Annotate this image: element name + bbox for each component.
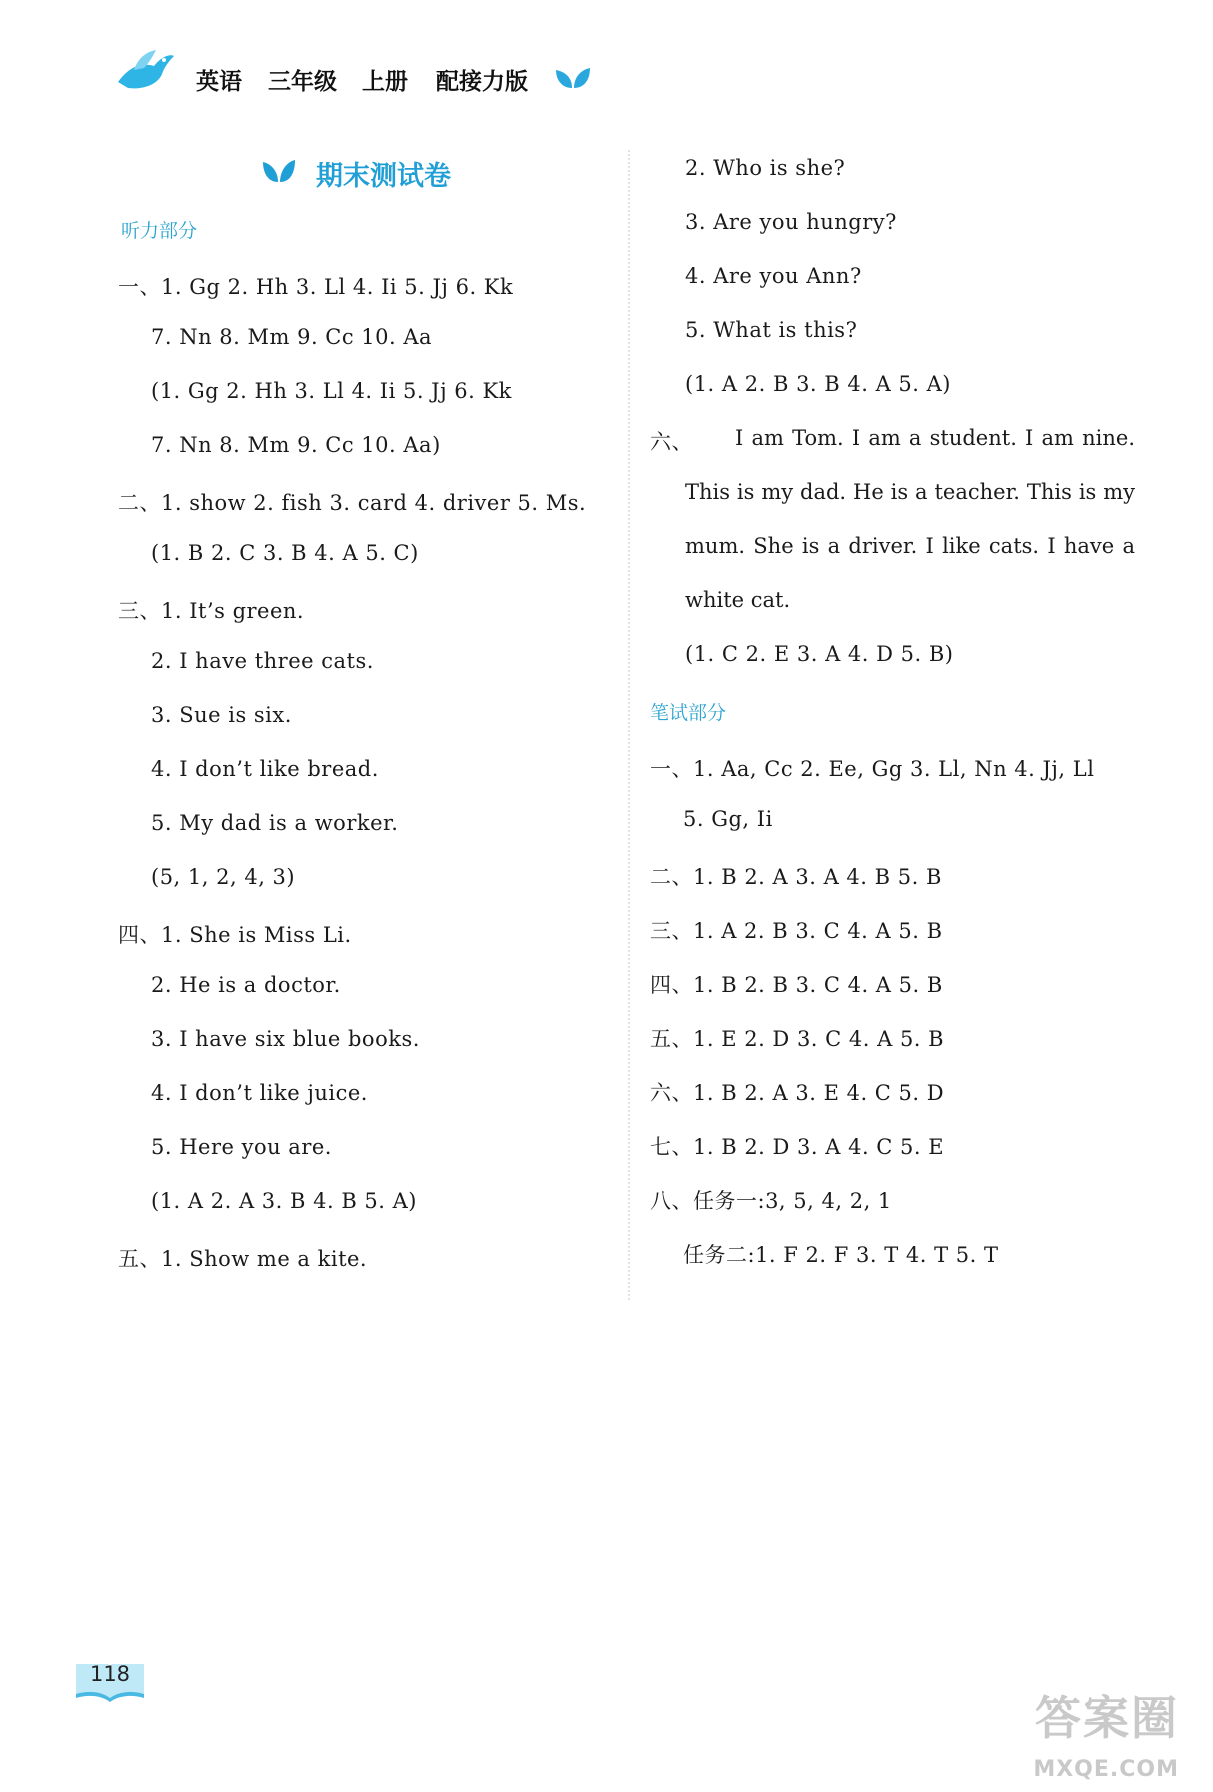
column-divider [628, 150, 630, 1300]
header-subject: 英语 [196, 69, 242, 95]
answer-line: 任务二:1. F 2. F 3. T 4. T 5. T [683, 1243, 999, 1267]
answer-line: 4. I don’t like bread. [151, 757, 379, 781]
section-written: 笔试部分 [650, 702, 727, 724]
answer-line: 4. Are you Ann? [685, 264, 862, 288]
answer-line: 二、1. show 2. fish 3. card 4. driver 5. Ms. [118, 491, 587, 515]
answer-line: 2. He is a doctor. [151, 973, 341, 997]
bird-logo-icon [114, 48, 176, 96]
answer-line: (1. C 2. E 3. A 4. D 5. B) [685, 642, 954, 666]
header-volume: 上册 [362, 69, 408, 95]
answer-line: 3. I have six blue books. [151, 1027, 420, 1051]
watermark-site: MXQE.COM [1033, 1757, 1179, 1782]
page-title: 期末测试卷 [316, 161, 451, 192]
answer-line: 5. What is this? [685, 318, 858, 342]
answer-line: 五、1. E 2. D 3. C 4. A 5. B [650, 1027, 945, 1051]
answer-line: 六、1. B 2. A 3. E 4. C 5. D [650, 1081, 945, 1105]
answer-line: 三、1. A 2. B 3. C 4. A 5. B [650, 919, 943, 943]
answer-line: 七、1. B 2. D 3. A 4. C 5. E [650, 1135, 945, 1159]
answer-line: 八、任务一:3, 5, 4, 2, 1 [650, 1189, 892, 1213]
answer-line: 7. Nn 8. Mm 9. Cc 10. Aa) [151, 433, 441, 457]
answer-line: (1. Gg 2. Hh 3. Ll 4. Ii 5. Jj 6. Kk [151, 379, 512, 403]
answer-line: (1. B 2. C 3. B 4. A 5. C) [151, 541, 419, 565]
answer-line: 一、1. Aa, Cc 2. Ee, Gg 3. Ll, Nn 4. Jj, Ll [650, 757, 1095, 781]
answer-line: 三、1. It’s green. [118, 599, 305, 623]
answer-line: 二、1. B 2. A 3. A 4. B 5. B [650, 865, 942, 889]
answer-line: 5. Here you are. [151, 1135, 332, 1159]
answer-line: 四、1. She is Miss Li. [118, 923, 352, 947]
answer-line: 3. Sue is six. [151, 703, 292, 727]
watermark-main: 答案圈 [1035, 1691, 1179, 1745]
answer-line: 四、1. B 2. B 3. C 4. A 5. B [650, 973, 943, 997]
answer-line: 一、1. Gg 2. Hh 3. Ll 4. Ii 5. Jj 6. Kk [118, 275, 514, 299]
section-listening: 听力部分 [121, 220, 198, 242]
six-paragraph: I am Tom. I am a student. I am nine. This is my dad. He is a teacher. This is my mum. She is a driver. I like cats. I have a white cat. [685, 426, 1135, 612]
header-edition: 配接力版 [436, 69, 528, 95]
six-label: 六、 [650, 430, 693, 454]
answer-line: 4. I don’t like juice. [151, 1081, 368, 1105]
leaf-title-icon [262, 158, 296, 184]
answer-line: 五、1. Show me a kite. [118, 1247, 368, 1271]
answer-line: 5. My dad is a worker. [151, 811, 399, 835]
leaf-icon [554, 66, 592, 90]
answer-line: 2. Who is she? [685, 156, 846, 180]
watermark [999, 1686, 1199, 1786]
answer-line: (1. A 2. B 3. B 4. A 5. A) [685, 372, 952, 396]
answer-line: 7. Nn 8. Mm 9. Cc 10. Aa [151, 325, 433, 349]
page-number: 118 [89, 1662, 131, 1686]
answer-line: (5, 1, 2, 4, 3) [151, 865, 296, 889]
answer-line: 3. Are you hungry? [685, 210, 897, 234]
answer-line: (1. A 2. A 3. B 4. B 5. A) [151, 1189, 418, 1213]
answer-line: 2. I have three cats. [151, 649, 374, 673]
page-number-badge [74, 1660, 146, 1702]
answer-line: 5. Gg, Ii [683, 807, 773, 831]
header-grade: 三年级 [268, 69, 337, 95]
